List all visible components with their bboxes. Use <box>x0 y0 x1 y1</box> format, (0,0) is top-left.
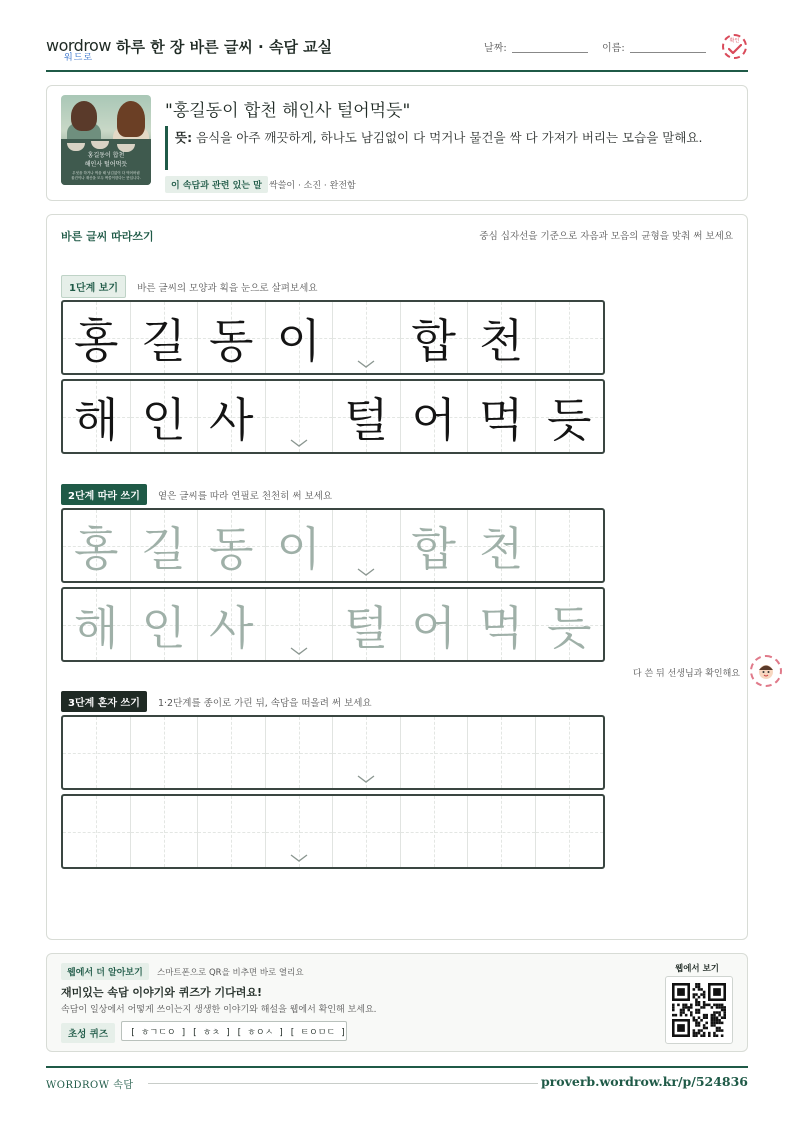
grid-cell[interactable] <box>63 589 131 660</box>
grid-cell <box>536 381 604 452</box>
qr-code[interactable] <box>665 976 733 1044</box>
grid-char: 털 <box>344 392 389 447</box>
grid-cell[interactable] <box>333 510 401 581</box>
grid-cell <box>63 381 131 452</box>
check-stamp <box>722 34 747 59</box>
space-mark-icon <box>289 438 309 448</box>
name-field[interactable] <box>630 52 706 53</box>
step1-row-2 <box>61 379 605 454</box>
grid-cell <box>468 302 536 373</box>
illustration-caption-2: 해인사 털어먹듯 <box>84 161 128 168</box>
meaning-label: 뜻: <box>175 130 193 145</box>
grid-cell[interactable] <box>198 796 266 867</box>
space-mark-icon <box>289 646 309 656</box>
grid-char: 홍 <box>74 521 119 576</box>
grid-cell[interactable] <box>198 510 266 581</box>
grid-cell[interactable] <box>198 717 266 788</box>
grid-cell[interactable] <box>63 717 131 788</box>
grid-char: 동 <box>209 313 254 368</box>
grid-cell <box>266 302 334 373</box>
practice-title: 바른 글씨 따라쓰기 <box>61 230 154 243</box>
practice-note: 중심 십자선을 기준으로 자음과 모음의 균형을 맞춰 써 보세요 <box>479 231 733 242</box>
grid-char: 듯 <box>547 600 592 655</box>
grid-cell[interactable] <box>266 589 334 660</box>
step3-header <box>61 691 372 711</box>
grid-char: 먹 <box>479 392 524 447</box>
grid-cell[interactable] <box>198 589 266 660</box>
grid-char: 먹 <box>479 600 524 655</box>
grid-char: 동 <box>209 521 254 576</box>
grid-cell <box>266 381 334 452</box>
grid-cell[interactable] <box>536 796 604 867</box>
wordrow-logo: wordrow <box>46 36 111 55</box>
grid-char: 듯 <box>547 392 592 447</box>
grid-cell[interactable] <box>536 589 604 660</box>
page-header <box>46 30 748 72</box>
step2-header <box>61 484 332 504</box>
grid-cell[interactable] <box>536 717 604 788</box>
grid-char: 천 <box>479 313 524 368</box>
date-field[interactable] <box>512 52 588 53</box>
step3-row-1[interactable] <box>61 715 605 790</box>
web-section <box>46 953 748 1052</box>
grid-cell <box>131 381 199 452</box>
web-tag-note: 스마트폰으로 QR을 비추면 바로 열리요 <box>157 968 304 978</box>
meaning-text: 음식을 아주 깨끗하게, 하나도 남김없이 다 먹거나 물건을 싹 다 가져가 버리는 모습을 말해요. <box>196 130 703 145</box>
footer-rule <box>46 1066 748 1068</box>
practice-panel <box>46 214 748 940</box>
grid-cell[interactable] <box>536 510 604 581</box>
grid-char: 길 <box>141 521 186 576</box>
illustration-caption-1: 홍길동이 합천 <box>87 152 125 159</box>
grid-cell[interactable] <box>333 717 401 788</box>
page-title: 하루 한 장 바른 글씨 · 속담 교실 <box>116 38 333 56</box>
grid-cell <box>131 302 199 373</box>
grid-cell[interactable] <box>468 589 536 660</box>
grid-cell[interactable] <box>468 510 536 581</box>
grid-cell[interactable] <box>333 796 401 867</box>
grid-cell <box>333 302 401 373</box>
grid-char: 털 <box>344 600 389 655</box>
proverb-meaning <box>175 128 735 148</box>
grid-char: 합 <box>411 521 456 576</box>
grid-cell <box>401 381 469 452</box>
step2-tag: 2단계 따라 쓰기 <box>61 484 147 505</box>
step1-desc: 바른 글씨의 모양과 획을 눈으로 살펴보세요 <box>137 282 318 294</box>
grid-cell[interactable] <box>401 589 469 660</box>
step1-header <box>61 275 317 295</box>
grid-cell[interactable] <box>131 589 199 660</box>
grid-cell[interactable] <box>131 717 199 788</box>
grid-cell <box>401 302 469 373</box>
grid-cell[interactable] <box>468 796 536 867</box>
grid-cell[interactable] <box>63 796 131 867</box>
date-label: 날짜: <box>484 43 507 54</box>
grid-cell <box>63 302 131 373</box>
grid-char: 인 <box>141 600 186 655</box>
grid-char: 합 <box>411 313 456 368</box>
grid-cell[interactable] <box>401 796 469 867</box>
step1-row-1 <box>61 300 605 375</box>
meaning-accent-bar <box>165 126 168 170</box>
grid-char: 길 <box>141 313 186 368</box>
step3-desc: 1·2단계를 종이로 가린 뒤, 속담을 떠올려 써 보세요 <box>157 697 372 709</box>
grid-cell[interactable] <box>266 717 334 788</box>
space-mark-icon <box>356 774 376 784</box>
name-label: 이름: <box>602 43 625 54</box>
quiz-tag: 초성 퀴즈 <box>61 1023 115 1043</box>
chosung-quiz: [ ㅎㄱㄷㅇ ] [ ㅎㅊ ] [ ㅎㅇㅅ ] [ ㅌㅇㅁㄷ ] <box>121 1021 347 1041</box>
grid-char: 사 <box>209 392 254 447</box>
proverb-illustration <box>61 95 151 185</box>
web-tag: 웹에서 더 알아보기 <box>61 963 149 980</box>
web-description: 속담이 일상에서 어떻게 쓰이는지 생생한 이야기와 해설을 웹에서 확인해 보세요. <box>61 1005 377 1015</box>
grid-cell <box>468 381 536 452</box>
grid-char: 이 <box>276 521 321 576</box>
footer-brand: WORDROW 속담 <box>46 1080 134 1091</box>
grid-char: 어 <box>411 600 456 655</box>
grid-cell[interactable] <box>266 796 334 867</box>
footer-url[interactable]: proverb.wordrow.kr/p/524836 <box>540 1074 748 1089</box>
grid-cell[interactable] <box>401 510 469 581</box>
step2-row-2[interactable] <box>61 587 605 662</box>
stamp-label: 확인 <box>729 38 740 44</box>
grid-cell[interactable] <box>131 510 199 581</box>
proverb-title: "홍길동이 합천 해인사 털어먹듯" <box>165 101 411 121</box>
web-headline: 재미있는 속담 이야기와 퀴즈가 기다려요! <box>61 986 262 999</box>
step3-tag: 3단계 혼자 쓰기 <box>61 691 147 712</box>
grid-char: 이 <box>276 313 321 368</box>
space-mark-icon <box>356 567 376 577</box>
grid-char: 홍 <box>74 313 119 368</box>
footer-divider <box>148 1083 538 1084</box>
grid-char: 인 <box>141 392 186 447</box>
teacher-stamp-icon <box>750 655 782 687</box>
grid-cell[interactable] <box>333 589 401 660</box>
qr-label: 웹에서 보기 <box>674 964 719 974</box>
grid-cell <box>536 302 604 373</box>
space-mark-icon <box>356 359 376 369</box>
grid-cell <box>198 302 266 373</box>
space-mark-icon <box>289 853 309 863</box>
done-note: 다 쓴 뒤 선생님과 확인해요 <box>632 669 740 679</box>
grid-char: 어 <box>411 392 456 447</box>
illustration-small-text: 무엇을 하거나 먹을 때 남김없이 다 먹어버림 물건이나 재산을 모두 싹쓸이한다는 뜻입니다. <box>71 171 141 180</box>
step1-tag: 1단계 보기 <box>61 275 126 298</box>
grid-char: 천 <box>479 521 524 576</box>
step2-row-1[interactable] <box>61 508 605 583</box>
wordrow-logo-sub: 워드로 <box>64 53 94 63</box>
checkmark-icon <box>728 44 742 54</box>
grid-char: 해 <box>74 600 119 655</box>
grid-char: 해 <box>74 392 119 447</box>
grid-cell[interactable] <box>131 796 199 867</box>
grid-cell[interactable] <box>63 510 131 581</box>
grid-cell <box>198 381 266 452</box>
related-words-tag: 이 속담과 관련 있는 말 <box>165 176 268 193</box>
step3-row-2[interactable] <box>61 794 605 869</box>
grid-cell[interactable] <box>266 510 334 581</box>
grid-cell[interactable] <box>401 717 469 788</box>
grid-cell[interactable] <box>468 717 536 788</box>
related-words: 싹쓸이 · 소진 · 완전함 <box>269 181 356 191</box>
grid-cell <box>333 381 401 452</box>
qr-code-icon <box>672 983 726 1037</box>
proverb-card <box>46 85 748 201</box>
grid-char: 사 <box>209 600 254 655</box>
step2-desc: 옅은 글씨를 따라 연필로 천천히 써 보세요 <box>157 490 333 502</box>
